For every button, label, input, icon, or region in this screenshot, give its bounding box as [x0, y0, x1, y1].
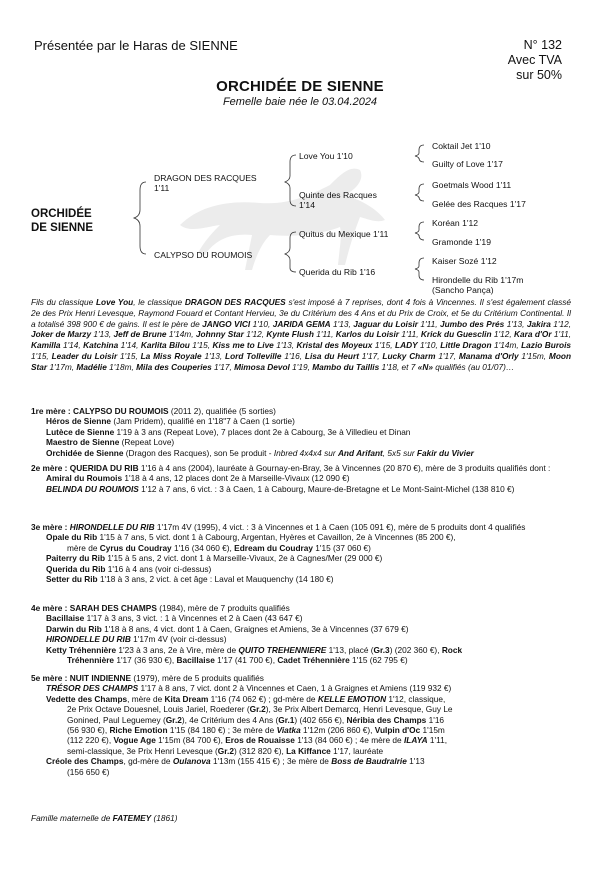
- sire-description: Fils du classique Love You, le classique DRAGON DES RACQUES s'est imposé à 7 reprises, dont 4 fois à Vincennes. Il s'est également classé 2e des Prix Henri Levesque, Raymond Fouard et Contant Hervieu, 3e du Critérium des 4 Ans et du Prix de Croix, et 5e du Critérium Continental. Il a totalisé 398 900 € de gains. Il est le père de JANGO VICI 1'10, JARIDA GEMA 1'13, Jaguar du Loisir 1'11, Jumbo des Prés 1'13, Jakira 1'12, Joker de Marzy 1'13, Jeff de Brune 1'14m, Johnny Star 1'12, Kynte Flush 1'11, Karlos du Loisir 1'11, Krick du Guesclin 1'12, Kara d'Or 1'11, Kamilla 1'14, Katchina 1'14, Karlita Bilou 1'15, Kiss me to Live 1'13, Kristal des Moyeux 1'15, LADY 1'10, Little Dragon 1'14m, Lazio Burois 1'15, Leader du Loisir 1'15, La Miss Royale 1'13, Lord Tolleville 1'16, Lisa du Heurt 1'17, Lucky Charm 1'17, Manama d'Orly 1'15m, Moon Star 1'17m, Madélie 1'18m, Mila des Couperies 1'17, Mimosa Devol 1'19, Mambo du Taillis 1'18, et 7 «N» qualifiés (au 01/07)…: [31, 297, 572, 372]
- produce-line: Orchidée de Sienne (Dragon des Racques), son 5e produit - Inbred 4x4x4 sur And Arifant, 5x5 sur Fakir du Vivier: [46, 447, 474, 458]
- produce-line-cont: Gonined, Paul Leguemey (Gr.2), 4e Critérium des 4 Ans (Gr.1) (402 656 €), Néribia des Champs 1'16: [67, 714, 445, 725]
- pedigree-ds: Quitus du Mexique 1'11: [299, 229, 389, 239]
- sire-name: DRAGON DES RACQUES: [154, 173, 257, 183]
- sire-record: 1'11: [154, 183, 170, 193]
- ddd-name: Hirondelle du Rib 1'17m: [432, 275, 524, 285]
- produce-line: TRÉSOR DES CHAMPS 1'17 à 8 ans, 7 vict. dont 2 à Vincennes et Caen, 1 à Graignes et Amiens (119 932 €): [46, 683, 452, 694]
- produce-line: mère de Cyrus du Coudray 1'16 (34 060 €), Edream du Coudray 1'15 (37 060 €): [67, 542, 371, 553]
- produce-line-cont: (56 930 €), Riche Emotion 1'15 (84 180 €) ; 3e mère de Viatka 1'12m (206 860 €), Vulpin d'Oc 1'15m: [67, 725, 445, 736]
- produce-line: Lutèce de Sienne 1'19 à 3 ans (Repeat Love), 7 places dont 2e à Cabourg, 3e à Villedieu et Dinan: [46, 426, 411, 437]
- fifth-dam-section: [31, 673, 571, 777]
- produce-line: Paiterry du Rib 1'15 à 5 ans, 2 vict. dont 1 à Marseille-Vivaux, 2e à Cagnes/Mer (29 000 €): [46, 553, 383, 564]
- maternal-family: Famille maternelle de FATEMEY (1861): [31, 813, 178, 823]
- pedigree-ss: Love You 1'10: [299, 151, 353, 161]
- horse-subtitle: Femelle baie née le 03.04.2024: [222, 96, 378, 108]
- fourth-dam-heading: 4e mère : SARAH DES CHAMPS (1984), mère de 7 produits qualifiés: [31, 603, 290, 613]
- pedigree-ddd: [432, 275, 523, 295]
- fourth-dam-section: [31, 603, 571, 665]
- fifth-dam-heading: 5e mère : NUIT INDIENNE (1979), mère de 5 produits qualifiés: [31, 673, 264, 683]
- produce-line: Créole des Champs, gd-mère de Oulanova 1'13m (155 415 €) ; 3e mère de Boss de Baudralrie 1'13: [46, 756, 425, 767]
- produce-line: Amiral du Roumois 1'18 à 4 ans, 12 places dont 2e à Marseille-Vivaux (12 090 €): [46, 473, 350, 484]
- pedigree-dd: Querida du Rib 1'16: [299, 267, 376, 277]
- sd-name: Quinte des Racques: [299, 190, 377, 200]
- pedigree-dam: CALYPSO DU ROUMOIS: [154, 250, 253, 260]
- third-dam-heading: 3e mère : HIRONDELLE DU RIB 1'17m 4V (1995), 4 vict. : 3 à Vincennes et 1 à Caen (105 091 €), mère de 5 produits dont 4 qualifiés: [31, 522, 526, 532]
- produce-line: Ketty Tréhennière 1'23 à 3 ans, 2e à Vire, mère de QUITO TREHENNIERE 1'13, placé (Gr.3) (202 360 €), Rock: [46, 644, 463, 655]
- produce-line: Bacillaise 1'17 à 3 ans, 3 vict. : 1 à Vincennes et 2 à Caen (43 647 €): [46, 613, 303, 624]
- produce-line: Héros de Sienne (Jam Pridem), qualifié en 1'18"7 à Caen (1 sortie): [46, 416, 295, 427]
- produce-line-cont: (112 220 €), Vogue Age 1'15m (84 700 €), Eros de Rouaisse 1'13 (84 060 €) ; 4e mère de ILAYA 1'11,: [67, 735, 448, 746]
- presenter-line: Présentée par le Haras de SIENNE: [34, 38, 238, 53]
- produce-line-cont: 2e Prix Octave Douesnel, Louis Jariel, Roederer (Gr.2), 3e Prix Albert Demarcq, Henri Levesque, Guy Le: [67, 704, 453, 715]
- produce-line-cont: (156 650 €): [67, 766, 110, 777]
- produce-line-cont: semi-classique, 3e Prix Henri Levesque (Gr.2) (312 820 €), La Kiffance 1'17, lauréate: [67, 745, 384, 756]
- first-dam-heading: 1re mère : CALYPSO DU ROUMOIS (2011 2), qualifiée (5 sorties): [31, 406, 276, 416]
- produce-line: Querida du Rib 1'16 à 4 ans (voir ci-dessus): [46, 563, 212, 574]
- second-dam-section: [31, 463, 571, 494]
- pedigree-sds: Goetmals Wood 1'11: [432, 180, 512, 190]
- third-dam-section: [31, 522, 571, 584]
- pedigree-ssd: Guilty of Love 1'17: [432, 159, 503, 169]
- pedigree-sire: [154, 173, 257, 193]
- second-dam-heading: 2e mère : QUERIDA DU RIB 1'16 à 4 ans (2004), lauréate à Gournay-en-Bray, 3e à Vincennes (20 870 €), mère de 3 produits qualifiés dont :: [31, 463, 551, 473]
- horse-name-line2: DE SIENNE: [31, 222, 93, 234]
- produce-line: Setter du Rib 1'18 à 3 ans, 2 vict. à cet âge : Laval et Mauquenchy (14 180 €): [46, 574, 334, 585]
- produce-line-cont: Tréhennière 1'17 (36 930 €), Bacillaise 1'17 (41 700 €), Cadet Tréhennière 1'15 (62 795 €): [67, 655, 408, 666]
- tva-rate: sur 50%: [516, 68, 562, 82]
- tva-label: Avec TVA: [507, 53, 562, 67]
- pedigree-dss: Koréan 1'12: [432, 218, 479, 228]
- produce-line: Vedette des Champs, mère de Kita Dream 1'16 (74 062 €) ; gd-mère de KELLE EMOTION 1'12, classique,: [46, 693, 446, 704]
- sd-record: 1'14: [299, 200, 315, 210]
- produce-line: HIRONDELLE DU RIB 1'17m 4V (voir ci-dessus): [46, 634, 227, 645]
- pedigree-dds: Kaiser Sozé 1'12: [432, 256, 497, 266]
- produce-line: Darwin du Rib 1'18 à 8 ans, 4 vict. dont 1 à Caen, Graignes et Amiens, 3e à Vincennes (37 679 €): [46, 623, 409, 634]
- pedigree-braces: [0, 0, 600, 300]
- lot-number: N° 132: [523, 38, 562, 52]
- horse-name-line1: ORCHIDÉE: [31, 208, 92, 220]
- pedigree-horse-name: [31, 207, 93, 235]
- pedigree-dsd: Gramonde 1'19: [432, 237, 491, 247]
- ddd-sire: (Sancho Pança): [432, 285, 494, 295]
- page-title: ORCHIDÉE DE SIENNE: [216, 78, 384, 95]
- pedigree-sss: Coktail Jet 1'10: [432, 141, 491, 151]
- produce-line: Opale du Rib 1'15 à 7 ans, 5 vict. dont 1 à Cabourg, Argentan, Hyères et Cavaillon, 2e à Vincennes (85 200 €),: [46, 532, 456, 543]
- pedigree-sd: [299, 190, 377, 210]
- produce-line: BELINDA DU ROUMOIS 1'12 à 7 ans, 6 vict. : 3 à Caen, 1 à Cabourg, Maure-de-Bretagne et Le Mont-Saint-Michel (138 810 €): [46, 483, 515, 494]
- pedigree-sdd: Gelée des Racques 1'17: [432, 199, 526, 209]
- produce-line: Maestro de Sienne (Repeat Love): [46, 437, 175, 448]
- first-dam-section: [31, 406, 571, 458]
